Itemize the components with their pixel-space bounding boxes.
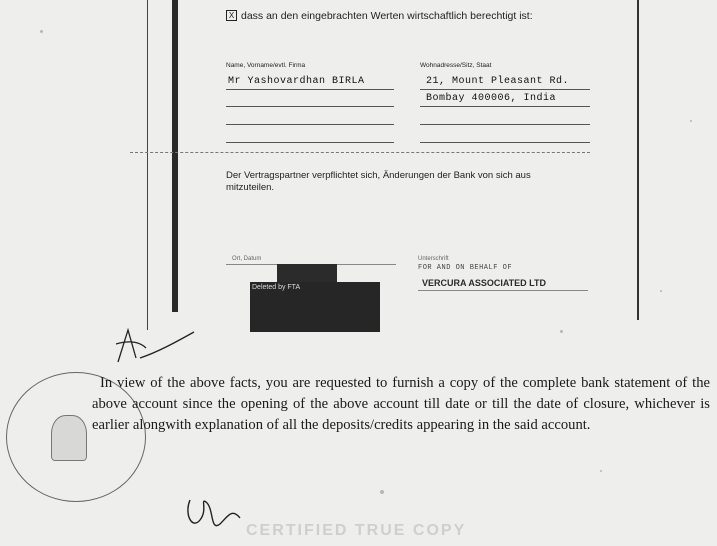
name-value: Mr Yashovardhan BIRLA — [228, 76, 365, 87]
field-line — [420, 124, 590, 125]
form-border-left — [147, 0, 148, 330]
obligation-text — [226, 170, 531, 194]
body-paragraph: In view of the above facts, you are requested to furnish a copy of the complete bank statement of the above account since the opening of the above account till date or till the date of closure, whichever is earlier alongwith explanation of all the deposits/credits appearing in the said account. — [92, 375, 710, 433]
field-line — [226, 89, 394, 90]
place-date-label: Ort, Datum — [232, 256, 262, 262]
address-label: Wohnadresse/Sitz, Staat — [420, 62, 492, 69]
behalf-line: FOR AND ON BEHALF OF — [418, 264, 513, 272]
checkbox-icon: X — [226, 10, 237, 21]
field-line — [420, 89, 590, 90]
form-border-inner — [172, 0, 178, 312]
declaration-line — [226, 10, 533, 22]
name-label: Name, Vorname/evtl. Firma — [226, 62, 306, 69]
field-line — [226, 142, 394, 143]
declaration-text: dass an den eingebrachten Werten wirtschaftlich berechtigt ist: — [241, 10, 533, 22]
redaction-label: Deleted by FTA — [252, 284, 301, 291]
address-line-1: 21, Mount Pleasant Rd. — [426, 76, 570, 87]
address-line-2: Bombay 400006, India — [426, 93, 557, 104]
obligation-line-2: mitzuteilen. — [226, 182, 275, 193]
initials-signature — [110, 318, 200, 378]
fold-line — [130, 152, 590, 153]
obligation-line-1: Der Vertragspartner verpflichtet sich, Änderungen der Bank von sich aus — [226, 170, 531, 181]
redaction-block — [277, 264, 337, 282]
signature-label: Unterschrift — [418, 256, 449, 262]
field-line — [226, 124, 394, 125]
field-line — [420, 142, 590, 143]
field-line — [226, 106, 394, 107]
certified-stamp: CERTIFIED TRUE COPY — [246, 522, 467, 539]
field-line — [420, 106, 590, 107]
form-border-right — [637, 0, 639, 320]
emblem-icon — [51, 415, 87, 461]
company-name: VERCURA ASSOCIATED LTD — [422, 278, 547, 288]
signature-line — [418, 290, 588, 291]
